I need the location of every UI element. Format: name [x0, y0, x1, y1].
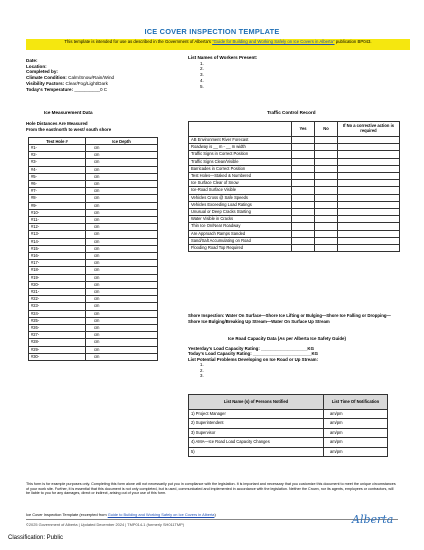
col-traffic-item	[189, 122, 292, 137]
alberta-logo: Alberta	[352, 513, 394, 526]
test-hole-number: #30-	[29, 353, 86, 360]
ice-depth-cell[interactable]: cm	[86, 346, 158, 353]
ice-depth-cell[interactable]: cm	[86, 231, 158, 238]
ice-row	[29, 296, 158, 303]
test-hole-number: #23-	[29, 303, 86, 310]
ice-row	[29, 317, 158, 324]
col-person-notified: List Name (s) of Persons Notified	[189, 395, 324, 410]
yesterday-rating: Yesterday's Load Capacity Rating: ___________________KG	[188, 346, 315, 351]
no-cell[interactable]	[315, 209, 338, 216]
ice-row	[29, 310, 158, 317]
action-cell[interactable]	[338, 165, 400, 172]
yes-cell[interactable]	[292, 209, 315, 216]
ice-row	[29, 238, 158, 245]
traffic-item: Traffic Signs Clean/Visible	[189, 158, 292, 165]
traffic-item: Ice Surface Clear of Snow	[189, 180, 292, 187]
ice-depth-cell[interactable]: cm	[86, 152, 158, 159]
ice-row	[29, 253, 158, 260]
temperature-label: Today's Temperature:	[26, 86, 74, 92]
workers-section	[188, 55, 388, 89]
ice-depth-cell[interactable]: cm	[86, 238, 158, 245]
worker-line: 4.	[200, 77, 204, 83]
traffic-control-table	[188, 121, 400, 252]
test-hole-number: #1-	[29, 145, 86, 152]
test-hole-number: #22-	[29, 296, 86, 303]
yes-cell[interactable]	[292, 245, 315, 252]
shore-inspection: Shore Inspection: Water On Surface—Shore Ice Lifting or Bulging—Shore Ice Falling or Dropping—Shore Ice Bulging/Breaking Up Stream—Water On Surface Up Stream	[188, 313, 391, 324]
test-hole-number: #26-	[29, 325, 86, 332]
notification-time[interactable]: am/pm	[324, 447, 388, 456]
climate-label: Climate Condition:	[26, 75, 67, 81]
classification: Classification: Public	[8, 535, 64, 541]
test-hole-number: #19-	[29, 274, 86, 281]
notified-row	[189, 438, 388, 447]
notification-time[interactable]: am/pm	[324, 410, 388, 419]
test-hole-number: #15-	[29, 245, 86, 252]
notification-table	[188, 394, 388, 457]
traffic-item: Roadway is __ m - __ m width	[189, 144, 292, 151]
worker-line: 3.	[200, 72, 204, 78]
ice-row	[29, 353, 158, 360]
yes-cell[interactable]	[292, 144, 315, 151]
col-ice-depth: Ice Depth	[86, 138, 158, 145]
traffic-row	[189, 223, 400, 230]
traffic-item: Water Visible in Cracks	[189, 216, 292, 223]
action-cell[interactable]	[338, 230, 400, 237]
no-cell[interactable]	[315, 144, 338, 151]
test-hole-number: #14-	[29, 238, 86, 245]
inspection-info	[26, 58, 186, 92]
no-cell[interactable]	[315, 151, 338, 158]
notified-row	[189, 428, 388, 437]
ice-row	[29, 173, 158, 180]
yes-cell[interactable]	[292, 223, 315, 230]
ice-depth-cell[interactable]: cm	[86, 260, 158, 267]
no-cell[interactable]	[315, 180, 338, 187]
traffic-item: Unusual or Deep Cracks Starting	[189, 209, 292, 216]
col-no: No	[315, 122, 338, 137]
traffic-row	[189, 216, 400, 223]
traffic-row	[189, 165, 400, 172]
col-notification-time: List Time Of Notification	[324, 395, 388, 410]
col-yes: Yes	[292, 122, 315, 137]
action-cell[interactable]	[338, 237, 400, 244]
person-notified: 1) Project Manager	[189, 410, 324, 419]
notified-row	[189, 447, 388, 456]
person-notified: 5)	[189, 447, 324, 456]
ice-depth-cell[interactable]: cm	[86, 274, 158, 281]
traffic-row	[189, 173, 400, 180]
ice-depth-cell[interactable]: cm	[86, 188, 158, 195]
traffic-row	[189, 209, 400, 216]
yes-cell[interactable]	[292, 237, 315, 244]
temperature-row	[26, 87, 186, 93]
traffic-item: Are Approach Ramps Sanded	[189, 230, 292, 237]
action-cell[interactable]	[338, 187, 400, 194]
workers-list	[188, 61, 388, 90]
test-hole-number: #18-	[29, 267, 86, 274]
footer-guide-link[interactable]: Guide to Building and Working Safely on Ice Covers in Alberta	[107, 512, 215, 517]
disclaimer: This form is for example purposes only. Completing this form alone will not necessarily put you in compliance with the legislation. It is important and necessary that you customize this document to meet the unique circumstances of your work site. Further, it is essential that this document is not only completed, but is used, communicated and implemented in accordance with the legislation. Neither the Crown, nor its agents, employees or contractors, will be liable to you for any damages, direct or indirect, arising out of your use of this form.	[26, 482, 396, 495]
ice-depth-cell[interactable]: cm	[86, 310, 158, 317]
test-hole-number: #28-	[29, 339, 86, 346]
notification-time[interactable]: am/pm	[324, 419, 388, 428]
action-cell[interactable]	[338, 137, 400, 144]
traffic-item: Ice-Road Surface Visible	[189, 187, 292, 194]
traffic-row	[189, 158, 400, 165]
traffic-item: Traffic Signs in Correct Position	[189, 151, 292, 158]
no-cell[interactable]	[315, 223, 338, 230]
no-cell[interactable]	[315, 245, 338, 252]
action-cell[interactable]	[338, 245, 400, 252]
traffic-row	[189, 245, 400, 252]
notification-time[interactable]: am/pm	[324, 438, 388, 447]
today-rating: Today's Load Capacity Rating: ________________________KG	[188, 351, 319, 357]
ice-row	[29, 217, 158, 224]
yes-cell[interactable]	[292, 187, 315, 194]
traffic-row	[189, 230, 400, 237]
person-notified: 3) Supervisor	[189, 428, 324, 437]
ice-row	[29, 188, 158, 195]
ice-row	[29, 195, 158, 202]
ice-depth-cell[interactable]: cm	[86, 195, 158, 202]
capacity-title: Ice Road Capacity Data (As per Alberta Ice Safety Guide)	[228, 336, 346, 341]
action-cell[interactable]	[338, 209, 400, 216]
traffic-item: Barricades in Correct Position	[189, 165, 292, 172]
ice-depth-cell[interactable]: cm	[86, 202, 158, 209]
yes-cell[interactable]	[292, 158, 315, 165]
no-cell[interactable]	[315, 237, 338, 244]
no-cell[interactable]	[315, 187, 338, 194]
test-hole-number: #9-	[29, 202, 86, 209]
ice-depth-cell[interactable]: cm	[86, 245, 158, 252]
yes-cell[interactable]	[292, 173, 315, 180]
footer-source-prefix: Ice Cover Inspection Template (excerpted from	[26, 512, 107, 517]
yes-cell[interactable]	[292, 216, 315, 223]
ice-depth-cell[interactable]: cm	[86, 253, 158, 260]
ice-subtitle-2: From the east/north to west/ south shore	[26, 127, 112, 132]
yes-cell[interactable]	[292, 180, 315, 187]
action-cell[interactable]	[338, 173, 400, 180]
ice-depth-cell[interactable]: cm	[86, 224, 158, 231]
footer-divider	[26, 519, 398, 520]
person-notified: 4) AMA—Ice Road Load Capacity Changes	[189, 438, 324, 447]
ice-row	[29, 145, 158, 152]
notification-time[interactable]: am/pm	[324, 428, 388, 437]
ice-depth-cell[interactable]: cm	[86, 296, 158, 303]
ice-row	[29, 152, 158, 159]
guide-link[interactable]: "Guide for Building and Working Safely on Ice Covers in Alberta"	[212, 39, 335, 44]
ice-depth-cell[interactable]: cm	[86, 267, 158, 274]
test-hole-number: #3-	[29, 159, 86, 166]
action-cell[interactable]	[338, 144, 400, 151]
ice-depth-cell[interactable]: cm	[86, 173, 158, 180]
usage-notice	[26, 39, 410, 50]
traffic-item: Vehicles Exceeding Load Ratings	[189, 201, 292, 208]
test-hole-number: #2-	[29, 152, 86, 159]
workers-title: List Names of Workers Present:	[188, 55, 258, 60]
col-corrective-action: If No a corrective action is required	[338, 122, 400, 137]
ice-row	[29, 181, 158, 188]
traffic-row	[189, 151, 400, 158]
test-hole-number: #29-	[29, 346, 86, 353]
visibility-label: Visibility Factors:	[26, 80, 65, 86]
ice-row	[29, 202, 158, 209]
ice-depth-cell[interactable]: cm	[86, 281, 158, 288]
person-notified: 2) Superintendent	[189, 419, 324, 428]
potential-problems: List Potential Problems Developing on Ice Road or Up Stream:	[188, 356, 319, 362]
footer-source-suffix: )	[214, 512, 216, 517]
no-cell[interactable]	[315, 201, 338, 208]
traffic-item: AB Environment River Forecast	[189, 137, 292, 144]
problem-list	[188, 362, 402, 378]
ice-depth-cell[interactable]: cm	[86, 303, 158, 310]
test-hole-number: #24-	[29, 310, 86, 317]
ice-row	[29, 166, 158, 173]
ice-section-title: Ice Measurement Data	[44, 110, 93, 115]
traffic-item: Flooding Road Top Required	[189, 245, 292, 252]
action-cell[interactable]	[338, 201, 400, 208]
test-hole-number: #20-	[29, 281, 86, 288]
ice-row	[29, 224, 158, 231]
problem-line: 3.	[200, 373, 204, 379]
ice-depth-cell[interactable]: cm	[86, 209, 158, 216]
col-test-hole: Test Hole #	[29, 138, 86, 145]
test-hole-number: #16-	[29, 253, 86, 260]
traffic-item: Vehicles Cross @ Safe Speeds	[189, 194, 292, 201]
ice-row	[29, 274, 158, 281]
test-hole-number: #13-	[29, 231, 86, 238]
action-cell[interactable]	[338, 151, 400, 158]
test-hole-number: #7-	[29, 188, 86, 195]
location-label: Location:	[26, 63, 47, 69]
notice-text: This template is intended for use as described in the Government of Alberta's	[64, 39, 211, 44]
worker-line: 1.	[200, 60, 204, 66]
test-hole-number: #27-	[29, 332, 86, 339]
ice-row	[29, 303, 158, 310]
yes-cell[interactable]	[292, 194, 315, 201]
action-cell[interactable]	[338, 223, 400, 230]
page-title: ICE COVER INSPECTION TEMPLATE	[144, 27, 280, 36]
footer-copyright: ©2025 Government of Alberta | Updated December 2024 | TMP014-1 (formerly SH011TMP)	[26, 522, 185, 527]
traffic-item: Test Holes—Staked & Numbered	[189, 173, 292, 180]
test-hole-number: #6-	[29, 181, 86, 188]
traffic-item: Sand/Salt Accumulating on Road	[189, 237, 292, 244]
worker-line: 2.	[200, 66, 204, 72]
test-hole-number: #17-	[29, 260, 86, 267]
problem-line: 2.	[200, 367, 204, 373]
climate-value: Calm/Snow/Rain/Wind	[68, 75, 115, 81]
ice-row	[29, 267, 158, 274]
traffic-row	[189, 187, 400, 194]
ice-depth-cell[interactable]: cm	[86, 339, 158, 346]
test-hole-number: #10-	[29, 209, 86, 216]
ice-row	[29, 325, 158, 332]
ice-depth-cell[interactable]: cm	[86, 353, 158, 360]
date-label: Date:	[26, 58, 38, 63]
test-hole-number: #8-	[29, 195, 86, 202]
test-hole-number: #11-	[29, 217, 86, 224]
ice-depth-cell[interactable]: cm	[86, 289, 158, 296]
test-hole-number: #5-	[29, 173, 86, 180]
yes-cell[interactable]	[292, 165, 315, 172]
visibility-value: Clear/Fog/Light/Dark	[65, 80, 108, 86]
test-hole-number: #12-	[29, 224, 86, 231]
action-cell[interactable]	[338, 158, 400, 165]
ice-depth-cell[interactable]: cm	[86, 159, 158, 166]
action-cell[interactable]	[338, 216, 400, 223]
ice-depth-cell[interactable]: cm	[86, 325, 158, 332]
yes-cell[interactable]	[292, 230, 315, 237]
ice-row	[29, 260, 158, 267]
yes-cell[interactable]	[292, 201, 315, 208]
traffic-row	[189, 144, 400, 151]
traffic-title: Traffic Control Record	[267, 110, 316, 115]
test-hole-number: #4-	[29, 166, 86, 173]
ice-row	[29, 346, 158, 353]
ice-row	[29, 281, 158, 288]
worker-line: 5.	[200, 83, 204, 89]
footer-source	[26, 512, 326, 517]
problem-line: 1.	[200, 362, 204, 368]
traffic-row	[189, 194, 400, 201]
yes-cell[interactable]	[292, 137, 315, 144]
no-cell[interactable]	[315, 173, 338, 180]
ice-depth-cell[interactable]: cm	[86, 332, 158, 339]
notice-suffix: publication BP043.	[335, 39, 372, 44]
temperature-value: __________0 C	[74, 86, 108, 92]
capacity-block	[188, 346, 402, 378]
no-cell[interactable]	[315, 137, 338, 144]
no-cell[interactable]	[315, 194, 338, 201]
completed-by-label: Completed by:	[26, 69, 58, 75]
ice-row	[29, 231, 158, 238]
ice-row	[29, 245, 158, 252]
ice-depth-cell[interactable]: cm	[86, 181, 158, 188]
traffic-row	[189, 201, 400, 208]
no-cell[interactable]	[315, 165, 338, 172]
test-hole-number: #25-	[29, 317, 86, 324]
notified-row	[189, 410, 388, 419]
traffic-row	[189, 137, 400, 144]
ice-row	[29, 339, 158, 346]
ice-depth-cell[interactable]: cm	[86, 145, 158, 152]
ice-measurement-table	[28, 137, 158, 361]
no-cell[interactable]	[315, 158, 338, 165]
yes-cell[interactable]	[292, 151, 315, 158]
test-hole-number: #21-	[29, 289, 86, 296]
ice-depth-cell[interactable]: cm	[86, 166, 158, 173]
ice-depth-cell[interactable]: cm	[86, 317, 158, 324]
traffic-row	[189, 237, 400, 244]
traffic-row	[189, 180, 400, 187]
no-cell[interactable]	[315, 230, 338, 237]
action-cell[interactable]	[338, 194, 400, 201]
ice-row	[29, 209, 158, 216]
ice-row	[29, 332, 158, 339]
action-cell[interactable]	[338, 180, 400, 187]
ice-row	[29, 159, 158, 166]
ice-row	[29, 289, 158, 296]
ice-subtitle-1: Hole Distances Are Measured	[26, 121, 88, 126]
no-cell[interactable]	[315, 216, 338, 223]
traffic-item: Thin Ice On/Near Roadway	[189, 223, 292, 230]
ice-depth-cell[interactable]: cm	[86, 217, 158, 224]
notified-row	[189, 419, 388, 428]
